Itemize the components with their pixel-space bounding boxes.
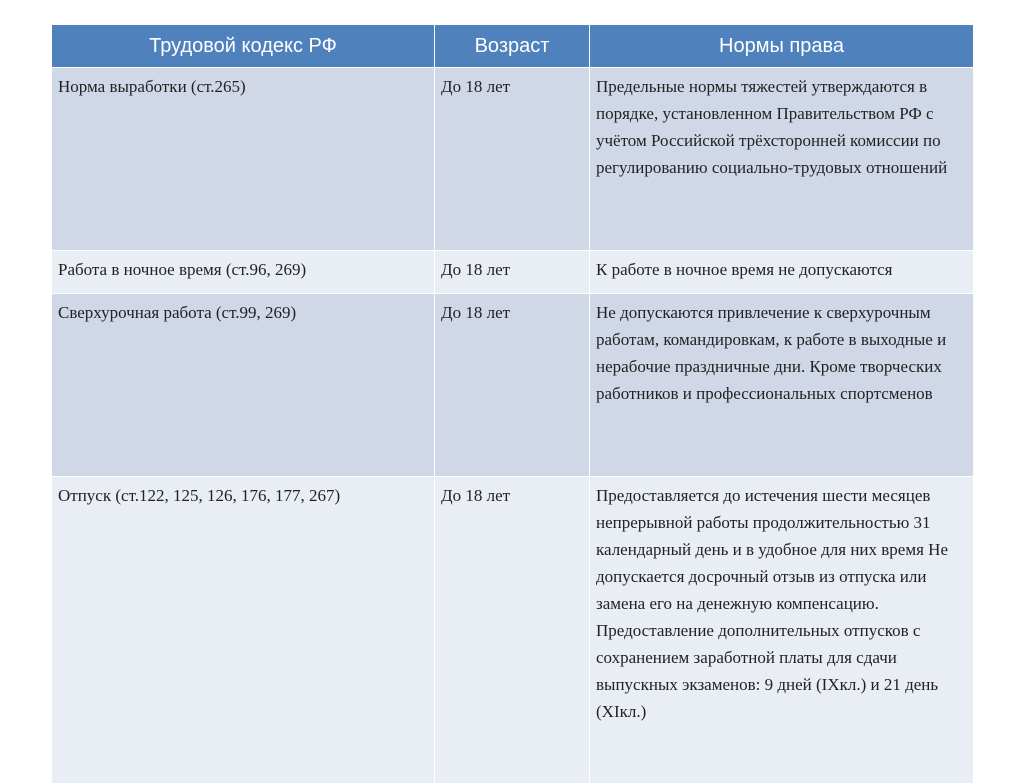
article-cell: Норма выработки (ст.265) — [52, 68, 435, 251]
labor-code-table — [51, 24, 974, 784]
norm-cell: Предоставляется до истечения шести месяцев непрерывной работы продолжительностью 31 календарный день и в удобное для них время Не допускается досрочный отзыв из отпуска или замена его на денежную компенсацию. Предоставление дополнительных отпусков с сохранением заработной платы для сдачи выпускных экзаменов: 9 дней (IXкл.) и 21 день (XIкл.) — [590, 477, 974, 784]
header-norms: Нормы права — [590, 25, 974, 68]
age-cell: До 18 лет — [435, 251, 590, 294]
table-row — [52, 477, 974, 784]
article-cell: Работа в ночное время (ст.96, 269) — [52, 251, 435, 294]
article-cell: Сверхурочная работа (ст.99, 269) — [52, 294, 435, 477]
article-cell: Отпуск (ст.122, 125, 126, 176, 177, 267) — [52, 477, 435, 784]
header-age: Возраст — [435, 25, 590, 68]
table-row — [52, 68, 974, 251]
age-cell: До 18 лет — [435, 477, 590, 784]
norm-cell: Предельные нормы тяжестей утверждаются в порядке, установленном Правительством РФ с учётом Российской трёхсторонней комиссии по регулированию социально-трудовых отношений — [590, 68, 974, 251]
table-row — [52, 251, 974, 294]
age-cell: До 18 лет — [435, 294, 590, 477]
norm-cell: К работе в ночное время не допускаются — [590, 251, 974, 294]
age-cell: До 18 лет — [435, 68, 590, 251]
table-row — [52, 294, 974, 477]
table-header-row — [52, 25, 974, 68]
norm-cell: Не допускаются привлечение к сверхурочным работам, командировкам, к работе в выходные и нерабочие праздничные дни. Кроме творческих работников и профессиональных спортсменов — [590, 294, 974, 477]
header-labor-code: Трудовой кодекс РФ — [52, 25, 435, 68]
